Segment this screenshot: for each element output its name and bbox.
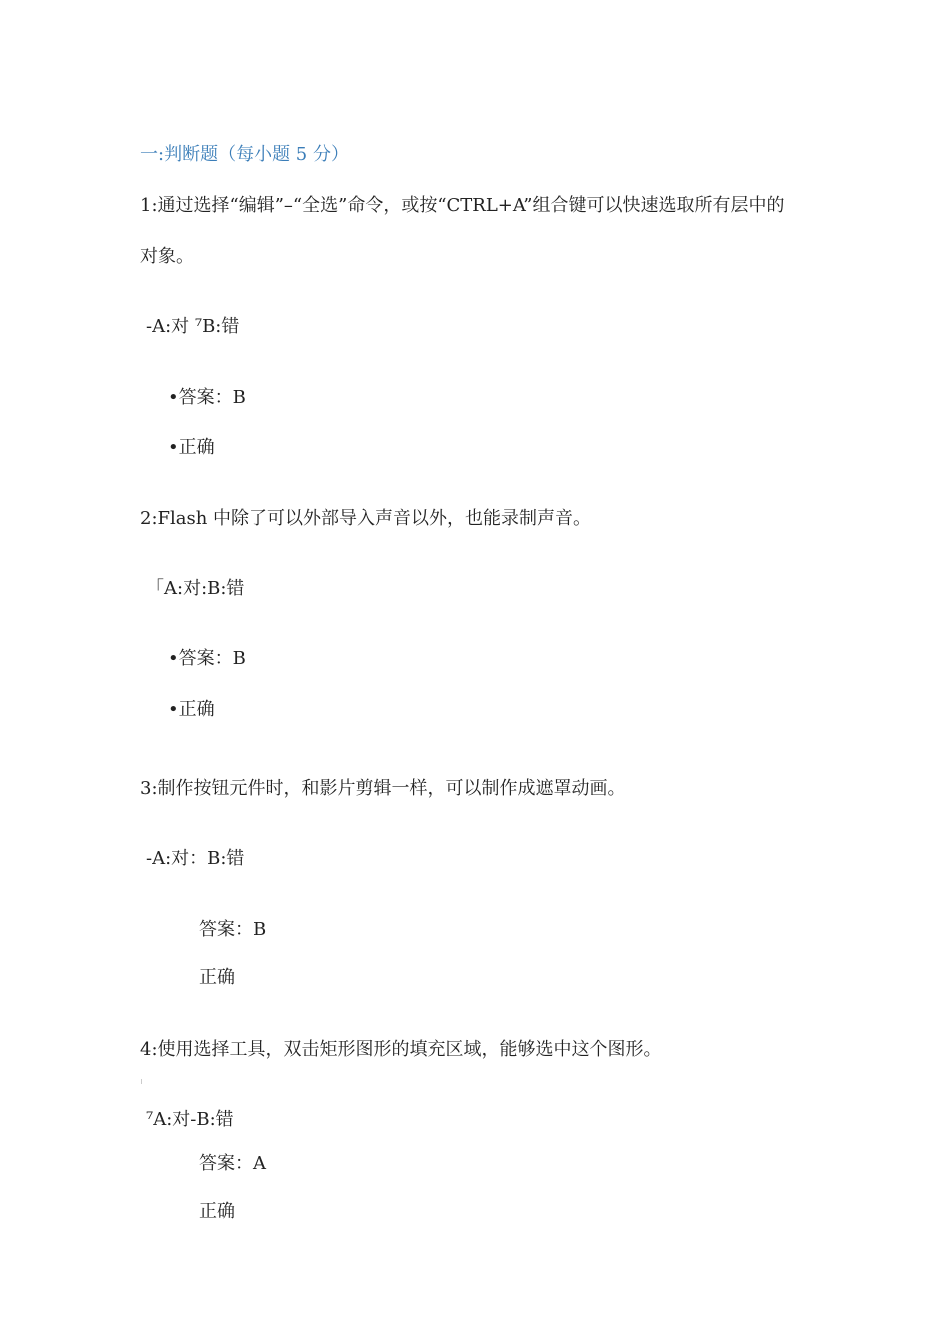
question-3-text: 3:制作按钮元件时，和影片剪辑一样，可以制作成遮罩动画。 xyxy=(140,778,626,799)
section-title: 一:判断题（每小题 5 分） xyxy=(140,144,349,165)
question-3-options: -A:对：B:错 xyxy=(146,848,245,869)
question-3-result: 正确 xyxy=(199,967,235,988)
question-4-options: ⁷A:对-B:错 xyxy=(146,1109,234,1130)
question-2-text: 2:Flash 中除了可以外部导入声音以外，也能录制声音。 xyxy=(140,508,592,529)
question-1-options: -A:对 ⁷B:错 xyxy=(146,316,240,337)
question-2-options: 「A:对:B:错 xyxy=(146,578,245,599)
question-4-text: 4:使用选择工具，双击矩形图形的填充区域，能够选中这个图形。 xyxy=(140,1039,662,1060)
scan-speck xyxy=(141,1079,142,1084)
question-1-text-line1: 1:通过选择“编辑”–“全选”命令，或按“CTRL+A”组合键可以快速选取所有层中的 xyxy=(140,195,785,216)
question-4-result: 正确 xyxy=(199,1201,235,1222)
question-1-answer: •答案：B xyxy=(168,387,246,408)
question-1-result: •正确 xyxy=(168,437,215,458)
question-3-answer: 答案：B xyxy=(199,919,267,940)
question-1-text-line2: 对象。 xyxy=(140,246,194,267)
question-2-answer: •答案：B xyxy=(168,648,246,669)
question-4-answer: 答案：A xyxy=(199,1153,266,1174)
question-2-result: •正确 xyxy=(168,699,215,720)
